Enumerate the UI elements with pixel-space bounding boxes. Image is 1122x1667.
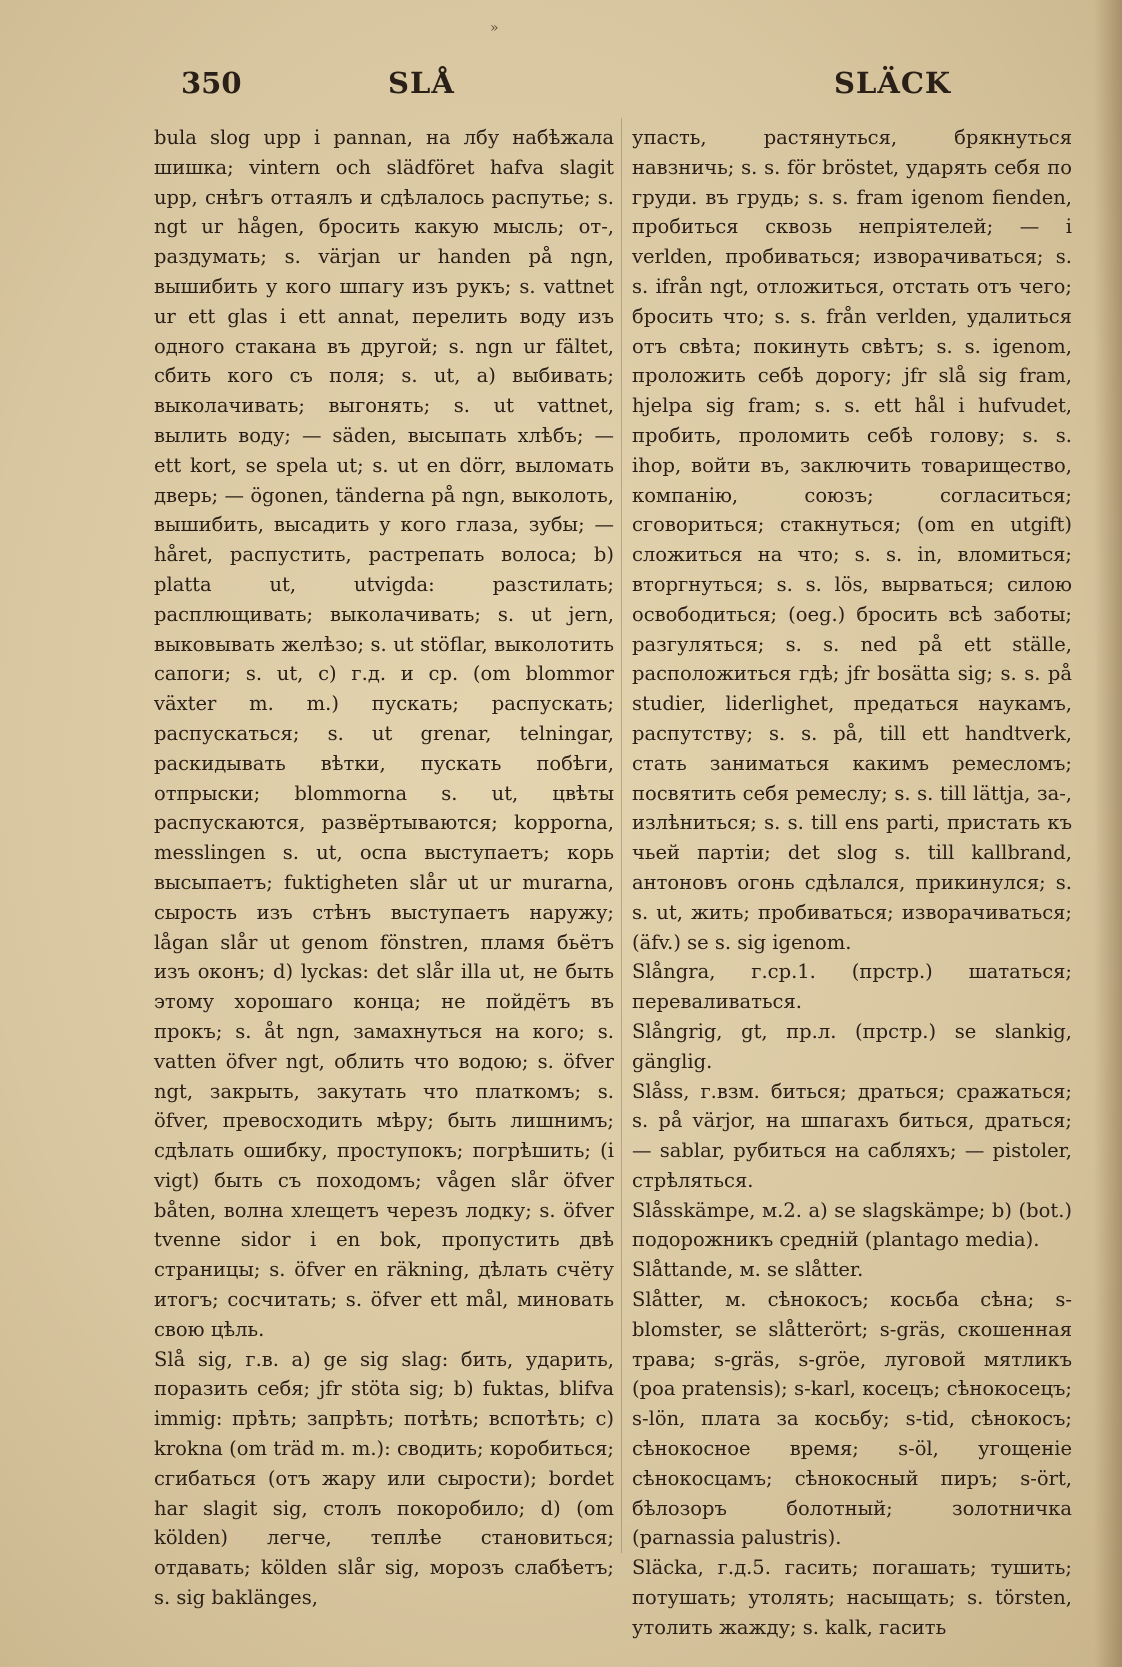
entry-paragraph: Slåss, г.взм. биться; драться; сражаться; s. på värjor, на шпагахъ биться, драться; — sablar, рубиться на сабляхъ; — pistoler, стрѣляться. bbox=[632, 1079, 1072, 1192]
entry-paragraph: Slåsskämpe, м.2. а) se slagskämpe; b) (bot.) подорожникъ средній (plantago media). bbox=[632, 1198, 1072, 1252]
page-edge-shadow bbox=[1094, 0, 1122, 1667]
left-column bbox=[154, 123, 614, 1613]
right-column bbox=[632, 123, 1072, 1643]
entry-paragraph: Slåttande, м. se slåtter. bbox=[632, 1258, 864, 1282]
entry-paragraph: Slångra, г.ср.1. (прстр.) шататься; переваливаться. bbox=[632, 960, 1072, 1014]
right-running-head: SLÄCK bbox=[834, 66, 952, 100]
left-running-head: SLÅ bbox=[388, 66, 455, 100]
entry-paragraph: упасть, растянуться, брякнуться навзничь; s. s. för bröstet, ударять себя по груди. въ грудь; s. s. fram igenom fienden, пробиться сквозь непріятелей; — i verlden, пробиваться; изворачиваться; s. s. ifrån ngt, отложиться, отстать отъ чего; бросить что; s. s. från verlden, удалиться отъ свѣта; покинуть свѣтъ; s. s. igenom, проложить себѣ дорогу; jfr slå sig fram, hjelpa sig fram; s. s. ett hål i hufvudet, пробить, проломить себѣ голову; s. s. ihop, войти въ, заключить товарищество, компанію, союзъ; согласиться; сговориться; стакнуться; (om en utgift) сложиться на что; s. s. in, вломиться; вторгнуться; s. s. lös, вырваться; силою освободиться; (oeg.) бросить всѣ заботы; разгуляться; s. s. ned på ett ställe, расположиться гдѣ; jfr bosätta sig; s. s. på studier, liderlighet, предаться наукамъ, распутству; s. s. på, till ett handtverk, стать заниматься какимъ ремесломъ; посвятить себя ремеслу; s. s. till lättja, за-, излѣниться; s. s. till ens parti, пристать къ чьей партіи; det slog s. till kallbrand, антоновъ огонь сдѣлался, прикинулся; s. s. ut, жить; пробиваться; изворачиваться; (äfv.) se s. sig igenom. bbox=[632, 126, 1072, 954]
entry-paragraph: Slå sig, г.в. а) ge sig slag: бить, ударить, поразить себя; jfr stöta sig; b) fuktas, blifva immig: прѣть; запрѣть; потѣть; вспотѣть; с) krokna (om träd m. m.): сводить; коробиться; сгибаться (отъ жару или сырости); bordet har slagit sig, столъ покоробило; d) (om kölden) легче, теплѣе становиться; отдавать; kölden slår sig, морозъ слабѣетъ; s. sig baklänges, bbox=[154, 1347, 614, 1610]
column-divider bbox=[621, 118, 622, 1553]
entry-paragraph: Slångrig, gt, пр.л. (прстр.) se slankig, gänglig. bbox=[632, 1019, 1072, 1073]
entry-paragraph: bula slog upp i pannan, на лбу набѣжала шишка; vintern och slädföret hafva slagit upp, снѣгъ оттаялъ и сдѣлалось распутье; s. ngt ur hågen, бросить какую мысль; от-, раздумать; s. värjan ur handen på ngn, вышибить у кого шпагу изъ рукъ; s. vattnet ur ett glas i ett annat, перелить воду изъ одного стакана въ другой; s. ngn ur fältet, сбить кого съ поля; s. ut, а) выбивать; выколачивать; выгонять; s. ut vattnet, вылить воду; — säden, высыпать хлѣбъ; — ett kort, se spela ut; s. ut en dörr, выломать дверь; — ögonen, tänderna på ngn, выколоть, вышибить, высадить у кого глаза, зубы; — håret, распустить, растрепать волоса; b) platta ut, utvigda: разстилать; расплющивать; выколачивать; s. ut jern, выковывать желѣзо; s. ut stöflar, выколотить сапоги; s. ut, с) г.д. и ср. (om blommor växter m. m.) пускать; распускать; распускаться; s. ut grenar, telningar, раскидывать вѣтки, пускать побѣги, отпрыски; blommorna s. ut, цвѣты распускаются, развёртываются; kopporna, messlingen s. ut, оспа выступаетъ; корь высыпаетъ; fuktigheten slår ut ur murarna, сырость изъ стѣнъ выступаетъ наружу; lågan slår ut genom fönstren, пламя бьётъ изъ оконъ; d) lyckas: det slår illa ut, не быть этому хорошаго конца; не пойдётъ въ прокъ; s. åt ngn, замахнуться на кого; s. vatten öfver ngt, облить что водою; s. öfver ngt, закрыть, закутать что платкомъ; s. öfver, превосходить мѣру; быть лишнимъ; сдѣлать ошибку, проступокъ; погрѣшить; (i vigt) быть съ походомъ; vågen slår öfver båten, волна хлещетъ черезъ лодку; s. öfver tvenne sidor i en bok, пропустить двѣ страницы; s. öfver en räkning, дѣлать счёту итогъ; сосчитать; s. öfver ett mål, миновать свою цѣль. bbox=[154, 126, 614, 1341]
page-number: 350 bbox=[181, 66, 242, 100]
entry-paragraph: Släcka, г.д.5. гасить; погашать; тушить; потушать; утолять; насыщать; s. törsten, утолить жажду; s. kalk, гасить bbox=[632, 1556, 1072, 1639]
top-mark: » bbox=[490, 20, 499, 36]
entry-paragraph: Slåtter, м. сѣнокосъ; косьба сѣна; s-blomster, se slåtterört; s-gräs, скошенная трава; s-gräs, s-gröe, луговой мятликъ (poa pratensis); s-karl, косецъ; сѣнокосецъ; s-lön, плата за косьбу; s-tid, сѣнокосъ; сѣнокосное время; s-öl, угощеніе сѣнокосцамъ; сѣнокосный пиръ; s-ört, бѣлозоръ болотный; золотничка (parnassia palustris). bbox=[632, 1288, 1072, 1550]
